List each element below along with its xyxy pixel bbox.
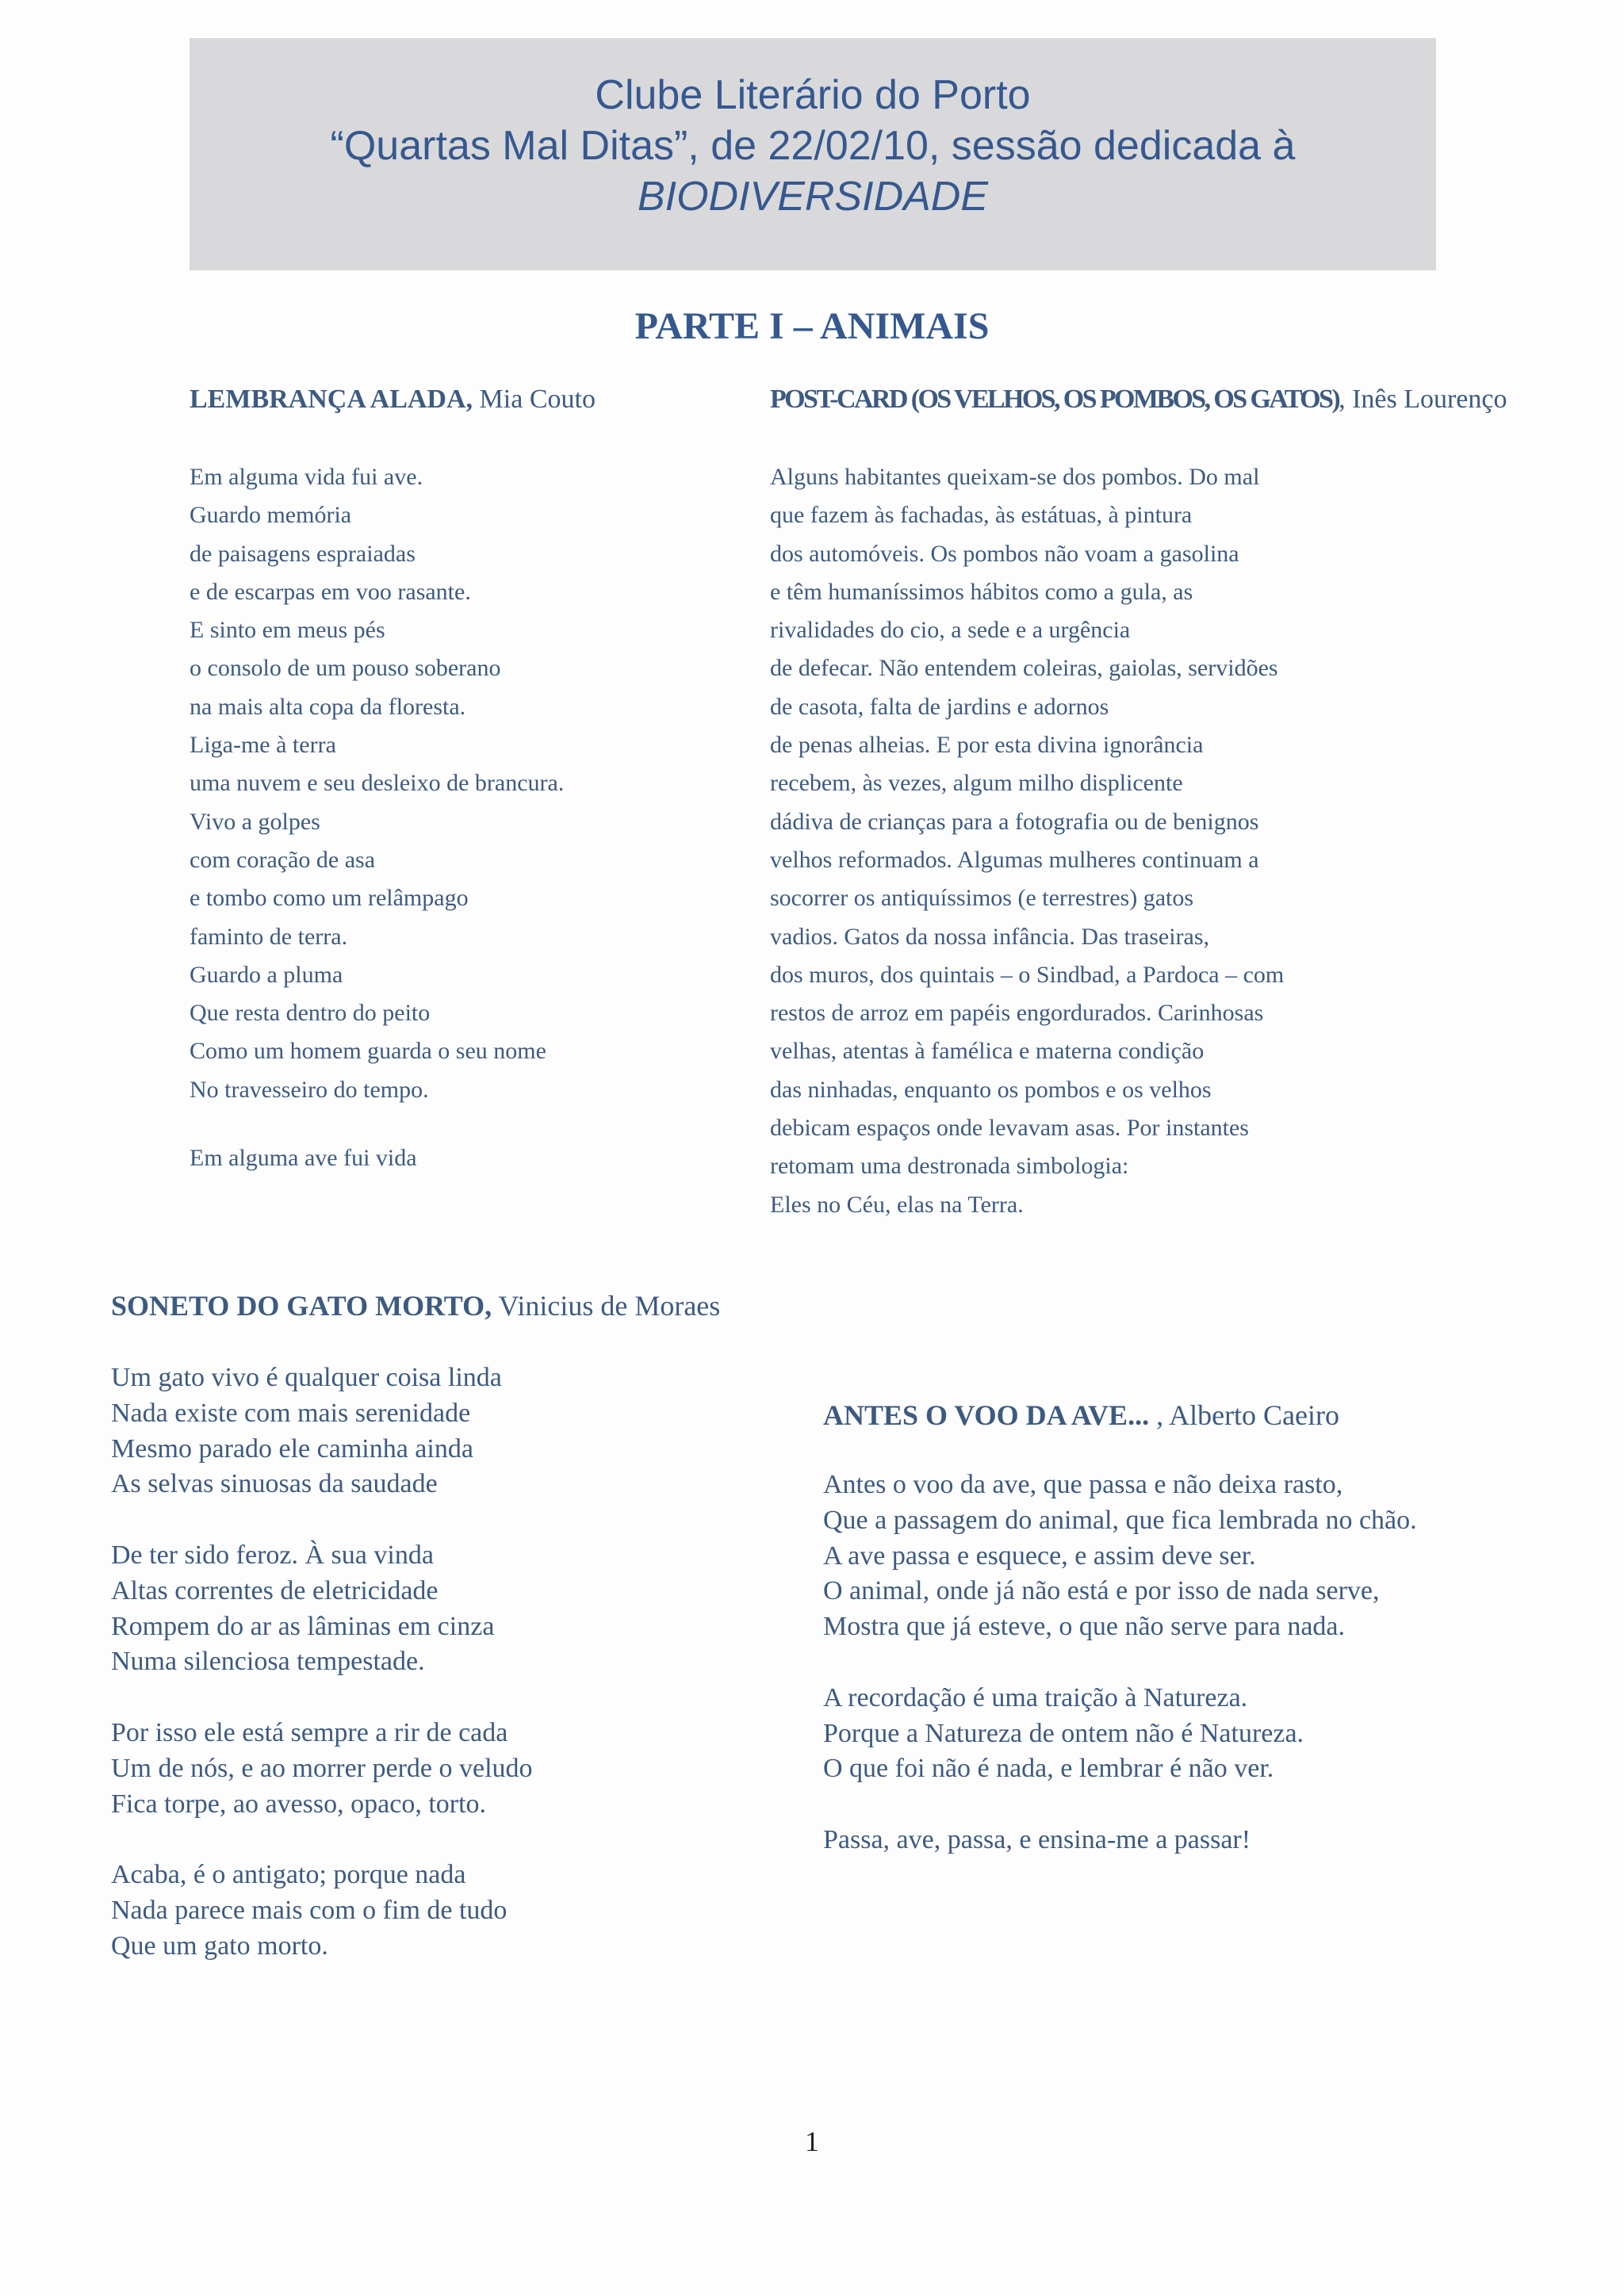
poem-line: Porque a Natureza de ontem não é Natureza.: [823, 1718, 1304, 1748]
poem4-author: , Alberto Caeiro: [1149, 1399, 1340, 1431]
poem-line: e têm humaníssimos hábitos como a gula, as: [770, 578, 1193, 605]
poem-line: O que foi não é nada, e lembrar é não ver.: [823, 1754, 1274, 1784]
poem4-heading: [823, 1397, 1339, 1433]
poem2-body: [770, 458, 1284, 1224]
poem-line: Em alguma ave fui vida: [190, 1145, 417, 1172]
poem-line: dádiva de crianças para a fotografia ou de benignos: [770, 808, 1259, 835]
poem2-author: , Inês Lourenço: [1339, 385, 1507, 414]
poem-line: A ave passa e esquece, e assim deve ser.: [823, 1540, 1256, 1571]
poem-line: retomam uma destronada simbologia:: [770, 1153, 1129, 1180]
poem-line: Rompem do ar as lâminas em cinza: [111, 1611, 495, 1641]
poem-line: Eles no Céu, elas na Terra.: [770, 1191, 1024, 1218]
poem4-title: ANTES O VOO DA AVE...: [823, 1399, 1150, 1431]
section-title: PARTE I – ANIMAIS: [634, 305, 990, 347]
poem-line: E sinto em meus pés: [190, 617, 385, 644]
poem-line: de penas alheias. E por esta divina ignorância: [770, 732, 1204, 759]
poem-line: Numa silenciosa tempestade.: [111, 1647, 425, 1677]
poem1-body: [190, 458, 564, 1177]
poem-line: Guardo a pluma: [190, 961, 343, 988]
poem-line: Passa, ave, passa, e ensina-me a passar!: [823, 1824, 1251, 1854]
poem-line: O animal, onde já não está e por isso de nada serve,: [823, 1576, 1380, 1606]
poem-line: velhas, atentas à famélica e materna condição: [770, 1038, 1205, 1065]
poem2-heading: [770, 382, 1507, 417]
poem4-body: [823, 1468, 1417, 1858]
poem-line: dos automóveis. Os pombos não voam a gasolina: [770, 540, 1239, 567]
poem-line: de casota, falta de jardins e adornos: [770, 693, 1109, 720]
poem-line: Acaba, é o antigato; porque nada: [111, 1860, 466, 1890]
poem-line: A recordação é uma traição à Natureza.: [823, 1682, 1248, 1712]
poem-line: o consolo de um pouso soberano: [190, 655, 501, 682]
poem3-author: Vinicius de Moraes: [492, 1290, 721, 1322]
poem-line: faminto de terra.: [190, 923, 348, 950]
poem-line: das ninhadas, enquanto os pombos e os velhos: [770, 1076, 1212, 1103]
session-info: “Quartas Mal Ditas”, de 22/02/10, sessão dedicada à: [330, 123, 1296, 169]
poem-line: Altas correntes de eletricidade: [111, 1575, 439, 1605]
poem-line: Mesmo parado ele caminha ainda: [111, 1433, 473, 1464]
poem1-title: LEMBRANÇA ALADA,: [190, 385, 473, 414]
poem-line: De ter sido feroz. À sua vinda: [111, 1540, 434, 1570]
poem-line: velhos reformados. Algumas mulheres continuam a: [770, 846, 1259, 873]
poem-line: Que resta dentro do peito: [190, 1000, 431, 1027]
page-number: 1: [805, 2126, 819, 2157]
poem1-heading: [190, 382, 596, 417]
poem-line: As selvas sinuosas da saudade: [111, 1469, 438, 1499]
poem3-body: [111, 1360, 533, 1965]
poem-line: de defecar. Não entendem coleiras, gaiolas, servidões: [770, 655, 1278, 682]
poem-line: com coração de asa: [190, 846, 376, 873]
poem-line: debicam espaços onde levavam asas. Por instantes: [770, 1115, 1249, 1142]
poem-line: Antes o voo da ave, que passa e não deixa rasto,: [823, 1470, 1343, 1499]
poem-line: na mais alta copa da floresta.: [190, 693, 466, 720]
poem-line: Em alguma vida fui ave.: [190, 464, 423, 490]
poem-line: e de escarpas em voo rasante.: [190, 578, 471, 605]
poem-line: Como um homem guarda o seu nome: [190, 1038, 546, 1065]
header-banner: [190, 38, 1436, 270]
poem-line: Que a passagem do animal, que fica lembrada no chão.: [823, 1505, 1417, 1535]
poem-line: socorrer os antiquíssimos (e terrestres) gatos: [770, 885, 1194, 912]
poem-line: de paisagens espraiadas: [190, 540, 416, 567]
poem-line: Por isso ele está sempre a rir de cada: [111, 1717, 508, 1747]
poem-line: Um de nós, e ao morrer perde o veludo: [111, 1753, 533, 1783]
poem3-heading: [111, 1288, 720, 1324]
poem-line: Vivo a golpes: [190, 808, 320, 835]
poem2-title: POST-CARD (OS VELHOS, OS POMBOS, OS GATOS): [770, 385, 1339, 414]
poem-line: restos de arroz em papéis engordurados. Carinhosas: [770, 1000, 1264, 1027]
session-theme: BIODIVERSIDADE: [637, 174, 989, 220]
poem-line: recebem, às vezes, algum milho displicente: [770, 770, 1183, 797]
poem-line: Nada existe com mais serenidade: [111, 1398, 471, 1428]
poem-line: Liga-me à terra: [190, 732, 336, 759]
poem-line: uma nuvem e seu desleixo de brancura.: [190, 770, 565, 797]
poem-line: No travesseiro do tempo.: [190, 1076, 429, 1103]
poem1-author: Mia Couto: [473, 385, 596, 414]
poem-line: Guardo memória: [190, 502, 352, 529]
club-name: Clube Literário do Porto: [595, 72, 1031, 118]
poem-line: Fica torpe, ao avesso, opaco, torto.: [111, 1789, 487, 1819]
poem-line: Um gato vivo é qualquer coisa linda: [111, 1363, 502, 1392]
poem-line: Nada parece mais com o fim de tudo: [111, 1895, 508, 1925]
poem-line: e tombo como um relâmpago: [190, 885, 469, 912]
poem-line: Mostra que já esteve, o que não serve para nada.: [823, 1612, 1346, 1642]
poem-line: rivalidades do cio, a sede e a urgência: [770, 617, 1131, 644]
poem3-title: SONETO DO GATO MORTO,: [111, 1290, 492, 1322]
poem-line: que fazem às fachadas, às estátuas, à pintura: [770, 502, 1193, 529]
poem-line: Alguns habitantes queixam-se dos pombos. Do mal: [770, 464, 1260, 490]
poem-line: dos muros, dos quintais – o Sindbad, a Pardoca – com: [770, 961, 1285, 988]
poem-line: Que um gato morto.: [111, 1931, 328, 1961]
poem-line: vadios. Gatos da nossa infância. Das traseiras,: [770, 923, 1210, 950]
